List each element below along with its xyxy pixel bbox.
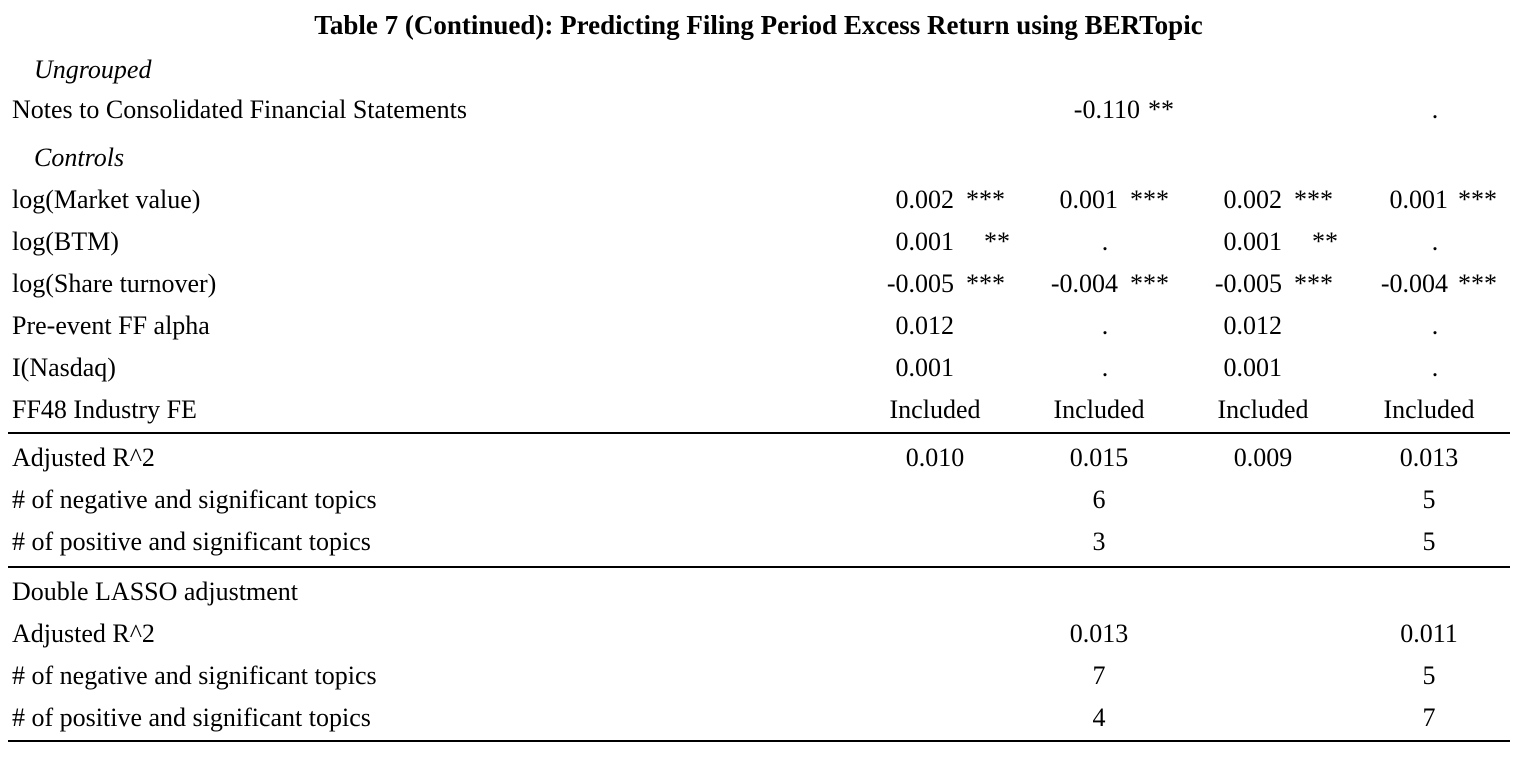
table-row [0,350,1517,386]
stars-col3: ** [1312,227,1338,256]
coef-col2: 6 [1092,485,1106,514]
coef-col2: 7 [1092,661,1106,690]
coef-col3: Included [1217,395,1309,424]
table-title: Table 7 (Continued): Predicting Filing Period Excess Return using BERTopic [314,10,1203,40]
coef-col4: 7 [1422,703,1436,732]
coef-col2: Included [1053,395,1145,424]
row-label: I(Nasdaq) [12,353,116,382]
row-label: log(Share turnover) [12,269,217,298]
stars-col1: ** [984,227,1010,256]
table-row [0,266,1517,302]
stars-col4: *** [1458,185,1497,214]
section-ungrouped: Ungrouped [34,55,152,84]
table-row [0,482,1517,518]
coef-col2: . [1101,311,1109,340]
table-row [0,658,1517,694]
coef-col4: 5 [1422,485,1436,514]
row-label: Adjusted R^2 [12,443,155,472]
coef-col1: 0.010 [905,443,965,472]
coef-col4: 0.011 [1400,619,1458,648]
row-label: Pre-event FF alpha [12,311,210,340]
table-row [0,700,1517,736]
row-label: # of positive and significant topics [12,527,371,556]
coef-col1: 0.001 [895,227,954,256]
coef-col3: 0.002 [1223,185,1282,214]
stars-col2: *** [1130,185,1169,214]
row-label: FF48 Industry FE [12,395,197,424]
coef-col1: 0.012 [895,311,954,340]
table-row [0,182,1517,218]
coef-col3: 0.001 [1223,227,1282,256]
table-row [0,92,1517,128]
coef-col3: 0.012 [1223,311,1282,340]
coef-col4: . [1431,311,1439,340]
coef-col2: . [1101,353,1109,382]
table-row [0,224,1517,260]
row-label: Notes to Consolidated Financial Statements [12,95,467,124]
section-controls-row [0,140,1517,176]
stars-col4: *** [1458,269,1497,298]
coef-col2: 0.001 [1059,185,1118,214]
coef-col2: 3 [1092,527,1106,556]
coef-col1: -0.005 [886,269,954,298]
row-label: Double LASSO adjustment [12,577,298,606]
row-label: log(Market value) [12,185,201,214]
coef-col3: 0.001 [1223,353,1282,382]
coef-col2: 4 [1092,703,1106,732]
coef-col1: Included [889,395,981,424]
row-label: Adjusted R^2 [12,619,155,648]
table-row [0,440,1517,476]
coef-col4: . [1431,353,1439,382]
table-row [0,524,1517,560]
stars-col2: ** [1148,95,1174,124]
coef-col3: -0.005 [1214,269,1282,298]
table-row [0,616,1517,652]
coef-col2: -0.004 [1050,269,1118,298]
coef-col4: 5 [1422,527,1436,556]
section-controls: Controls [34,143,125,172]
coef-col2: 0.013 [1069,619,1129,648]
coef-col4: . [1431,95,1439,124]
stars-col3: *** [1294,185,1333,214]
row-label: log(BTM) [12,227,119,256]
row-label: # of positive and significant topics [12,703,371,732]
coef-col1: 0.001 [895,353,954,382]
table-rule [8,566,1510,568]
table-rule [8,740,1510,742]
coef-col1: 0.002 [895,185,954,214]
coef-col3: 0.009 [1233,443,1293,472]
stars-col1: *** [966,269,1005,298]
row-label: # of negative and significant topics [12,485,377,514]
stars-col3: *** [1294,269,1333,298]
coef-col4: 0.001 [1389,185,1448,214]
coef-col4: Included [1383,395,1475,424]
stars-col2: *** [1130,269,1169,298]
table-row [0,392,1517,428]
table-row [0,574,1517,610]
section-ungrouped-row [0,52,1517,88]
table-row [0,308,1517,344]
coef-col4: . [1431,227,1439,256]
coef-col2: -0.110 [1073,95,1140,124]
coef-col4: -0.004 [1380,269,1448,298]
table-rule [8,432,1510,434]
coef-col2: . [1101,227,1109,256]
coef-col4: 5 [1422,661,1436,690]
stars-col1: *** [966,185,1005,214]
row-label: # of negative and significant topics [12,661,377,690]
coef-col2: 0.015 [1069,443,1129,472]
coef-col4: 0.013 [1399,443,1459,472]
